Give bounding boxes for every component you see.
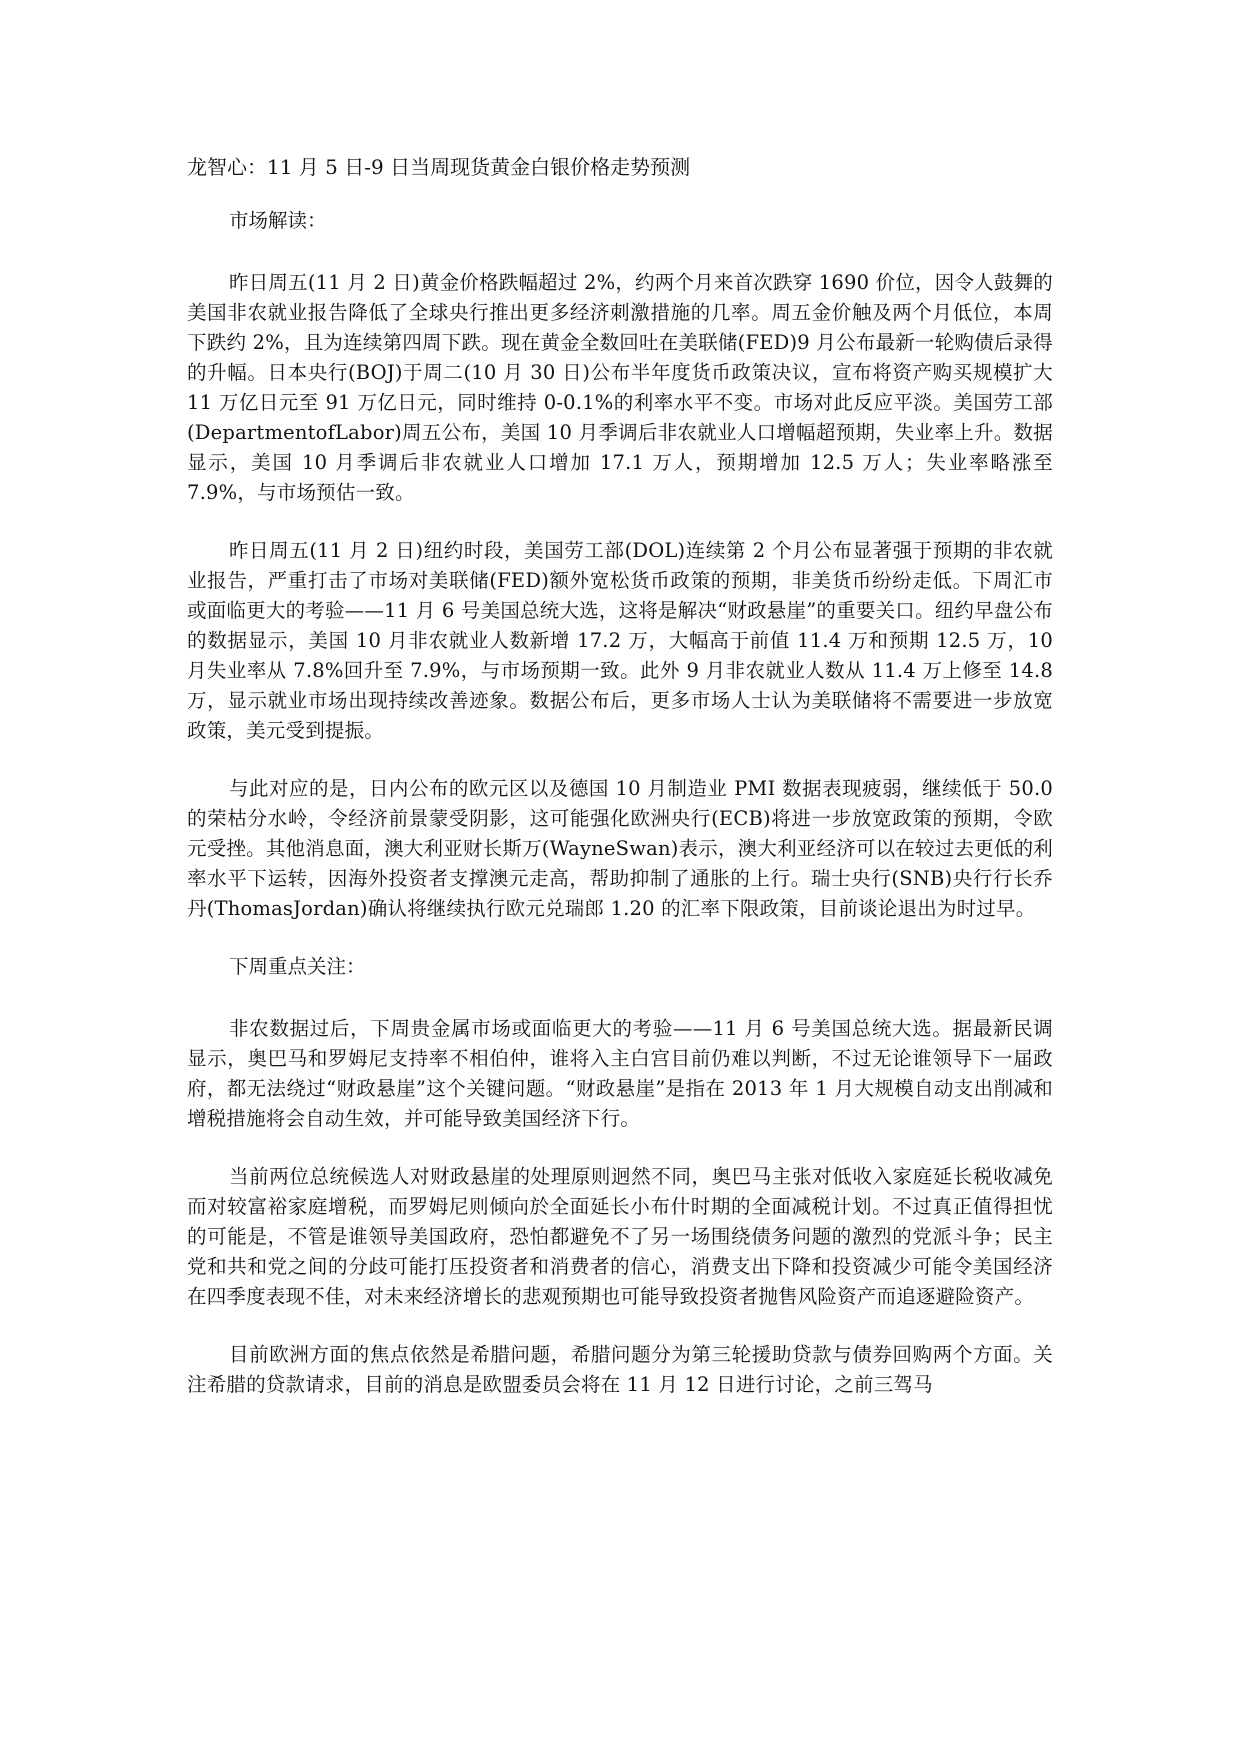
paragraph-eurozone-pmi: 与此对应的是，日内公布的欧元区以及德国 10 月制造业 PMI 数据表现疲弱，继续低于 50.0 的荣枯分水岭，令经济前景蒙受阴影，这可能强化欧洲央行(ECB)将进一步放宽政策的预期，令欧元受挫。其他消息面，澳大利亚财长斯万(WayneSwan)表示，澳大利亚经济可以在较过去更低的利率水平下运转，因海外投资者支撑澳元走高，帮助抑制了通胀的上行。瑞士央行(SNB)央行行长乔丹(ThomasJordan)确认将继续执行欧元兑瑞郎 1.20 的汇率下限政策，目前谈论退出为时过早。 [187, 777, 1053, 920]
section-heading-next-week-focus: 下周重点关注： [229, 955, 366, 978]
document-title: 龙智心：11 月 5 日-9 日当周现货黄金白银价格走势预测 [187, 155, 691, 179]
paragraph-nonfarm-payrolls: 昨日周五(11 月 2 日)纽约时段，美国劳工部(DOL)连续第 2 个月公布显著强于预期的非农就业报告，严重打击了市场对美联储(FED)额外宽松货币政策的预期，非美货币纷纷走低。下周汇市或面临更大的考验——11 月 6 号美国总统大选，这将是解决“财政悬崖”的重要关口。纽约早盘公布的数据显示，美国 10 月非农就业人数新增 17.2 万，大幅高于前值 11.4 万和预期 12.5 万，10 月失业率从 7.8%回升至 7.9%，与市场预期一致。此外 9 月非农就业人数从 11.4 万上修至 14.8 万，显示就业市场出现持续改善迹象。数据公布后，更多市场人士认为美联储将不需要进一步放宽政策，美元受到提振。 [187, 539, 1053, 742]
document-page [187, 152, 1053, 1428]
paragraph-fiscal-cliff: 当前两位总统候选人对财政悬崖的处理原则迥然不同，奥巴马主张对低收入家庭延长税收减免而对较富裕家庭增税，而罗姆尼则倾向於全面延长小布什时期的全面减税计划。不过真正值得担忧的可能是，不管是谁领导美国政府，恐怕都避免不了另一场围绕债务问题的激烈的党派斗争；民主党和共和党之间的分歧可能打压投资者和消费者的信心，消费支出下降和投资减少可能令美国经济在四季度表现不佳，对未来经济增长的悲观预期也可能导致投资者抛售风险资产而追逐避险资产。 [187, 1165, 1053, 1308]
paragraph-gold-price-drop: 昨日周五(11 月 2 日)黄金价格跌幅超过 2%，约两个月来首次跌穿 1690 价位，因令人鼓舞的美国非农就业报告降低了全球央行推出更多经济刺激措施的几率。周五金价触及两个月低位，本周下跌约 2%，且为连续第四周下跌。现在黄金全数回吐在美联储(FED)9 月公布最新一轮购债后录得的升幅。日本央行(BOJ)于周二(10 月 30 日)公布半年度货币政策决议，宣布将资产购买规模扩大 11 万亿日元至 91 万亿日元，同时维持 0-0.1%的利率水平不变。市场对此反应平淡。美国劳工部(DepartmentofLabor)周五公布，美国 10 月季调后非农就业人口增幅超预期，失业率上升。数据显示，美国 10 月季调后非农就业人口增加 17.1 万人，预期增加 12.5 万人；失业率略涨至 7.9%，与市场预估一致。 [187, 271, 1053, 504]
paragraph-greece-issue: 目前欧洲方面的焦点依然是希腊问题，希腊问题分为第三轮援助贷款与债券回购两个方面。关注希腊的贷款请求，目前的消息是欧盟委员会将在 11 月 12 日进行讨论，之前三驾马 [187, 1343, 1053, 1396]
section-heading-market-analysis: 市场解读： [229, 209, 327, 232]
paragraph-us-election: 非农数据过后，下周贵金属市场或面临更大的考验——11 月 6 号美国总统大选。据最新民调显示，奥巴马和罗姆尼支持率不相伯仲，谁将入主白宫目前仍难以判断，不过无论谁领导下一届政府，都无法绕过“财政悬崖”这个关键问题。“财政悬崖”是指在 2013 年 1 月大规模自动支出削减和增税措施将会自动生效，并可能导致美国经济下行。 [187, 1017, 1053, 1130]
